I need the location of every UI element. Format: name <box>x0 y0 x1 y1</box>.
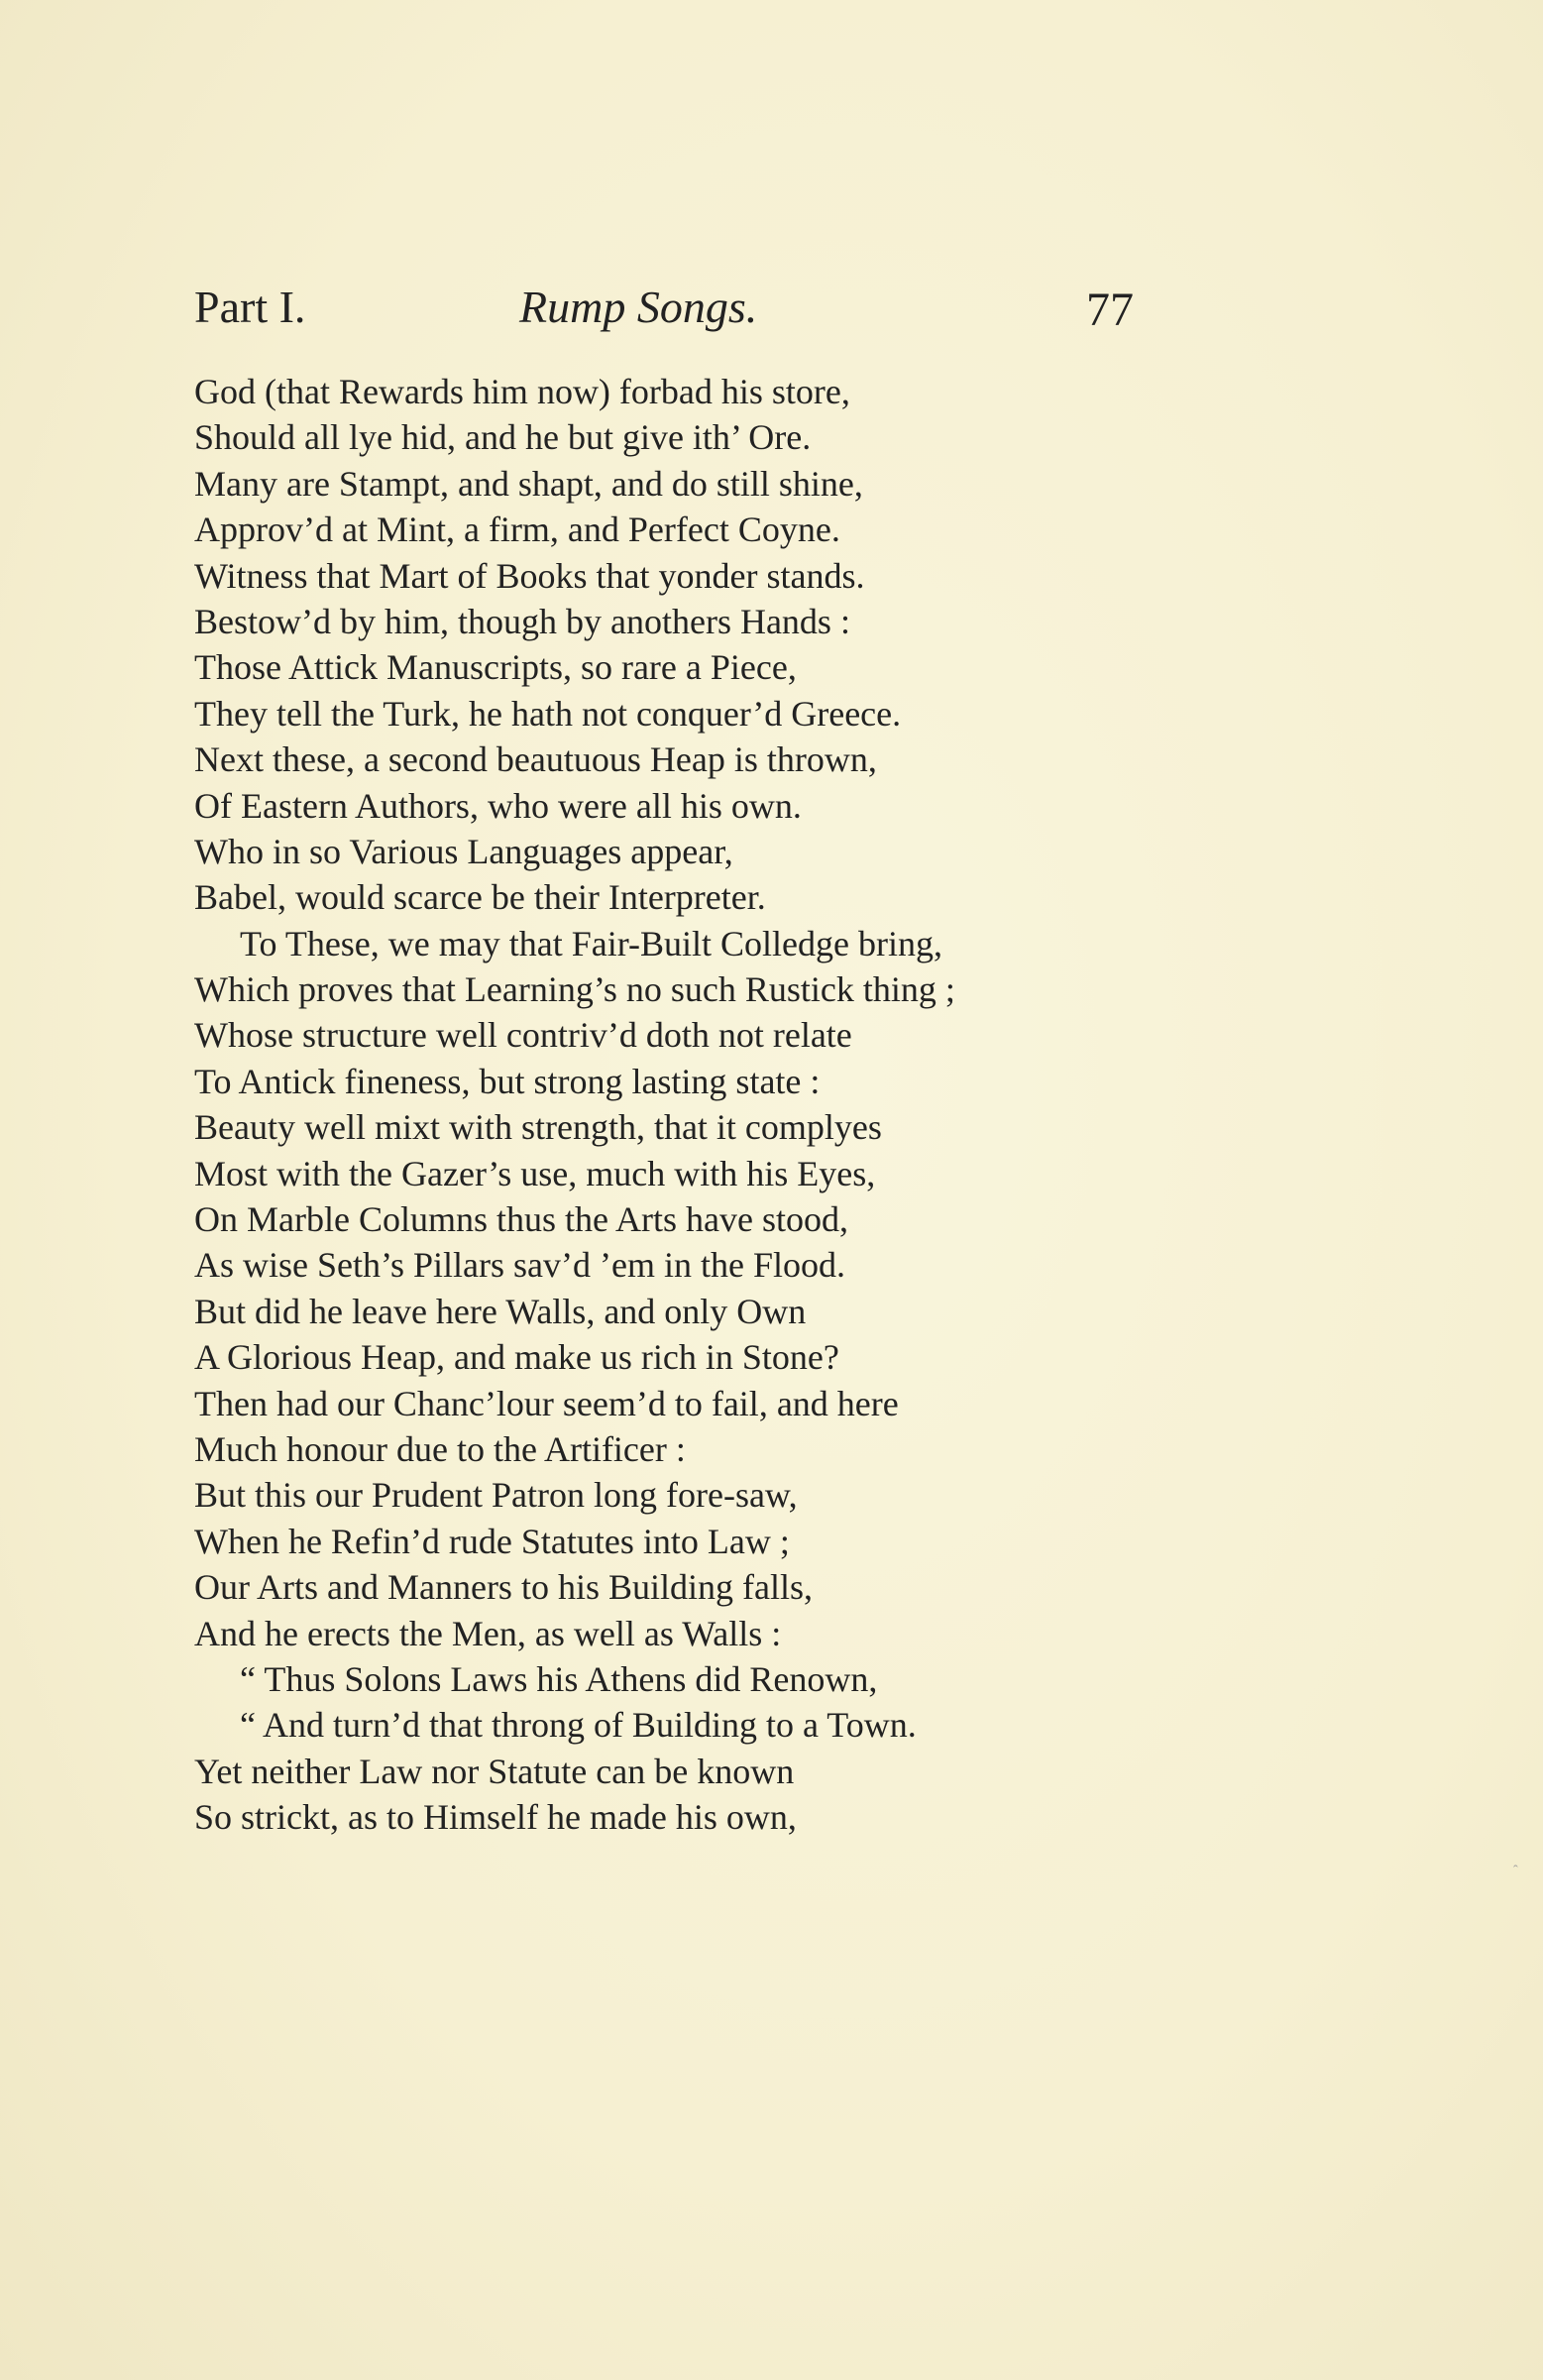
verse-line: Babel, would scarce be their Interpreter. <box>194 877 766 918</box>
verse-line: Next these, a second beautuous Heap is thrown, <box>194 739 877 780</box>
running-title: Rump Songs. <box>519 282 758 332</box>
running-header <box>194 281 1146 350</box>
part-label: Part I. <box>194 282 306 332</box>
verse-line: A Glorious Heap, and make us rich in Stone? <box>194 1337 839 1378</box>
verse-line: Approv’d at Mint, a firm, and Perfect Coyne. <box>194 510 840 550</box>
verse-line: Of Eastern Authors, who were all his own. <box>194 785 802 826</box>
verse-block <box>194 369 1185 1841</box>
verse-line: When he Refin’d rude Statutes into Law ; <box>194 1521 790 1561</box>
verse-line: “ And turn’d that throng of Building to a Town. <box>240 1705 917 1746</box>
verse-line: They tell the Turk, he hath not conquer’d Greece. <box>194 693 902 734</box>
verse-line: Whose structure well contriv’d doth not relate <box>194 1015 852 1056</box>
page-number: 77 <box>1086 283 1134 336</box>
verse-line: Much honour due to the Artificer : <box>194 1428 686 1469</box>
verse-line: Should all lye hid, and he but give ith’ Ore. <box>194 417 812 458</box>
verse-line: Many are Stampt, and shapt, and do still shine, <box>194 463 863 504</box>
verse-line: Bestow’d by him, though by anothers Hands : <box>194 601 850 641</box>
verse-line: Who in so Various Languages appear, <box>194 831 733 871</box>
page-blemish-mark: ˆ <box>1513 1864 1518 1878</box>
verse-line: “ Thus Solons Laws his Athens did Renown, <box>240 1658 878 1699</box>
verse-line: But did he leave here Walls, and only Own <box>194 1291 807 1331</box>
verse-line: But this our Prudent Patron long fore-saw, <box>194 1475 798 1516</box>
verse-line: To Antick fineness, but strong lasting state : <box>194 1061 821 1101</box>
verse-line: As wise Seth’s Pillars sav’d ’em in the Flood. <box>194 1245 845 1286</box>
verse-line: Beauty well mixt with strength, that it complyes <box>194 1107 882 1148</box>
verse-line: Our Arts and Manners to his Building falls, <box>194 1567 813 1608</box>
verse-line: Witness that Mart of Books that yonder stands. <box>194 555 865 596</box>
verse-line: Those Attick Manuscripts, so rare a Piece, <box>194 647 797 688</box>
verse-line: To These, we may that Fair-Built Colledge bring, <box>240 923 942 963</box>
verse-line: Then had our Chanc’lour seem’d to fail, and here <box>194 1383 899 1423</box>
verse-line: Which proves that Learning’s no such Rustick thing ; <box>194 969 955 1010</box>
verse-line: God (that Rewards him now) forbad his store, <box>194 372 850 411</box>
verse-line: Yet neither Law nor Statute can be known <box>194 1751 795 1791</box>
verse-line: So strickt, as to Himself he made his own, <box>194 1797 797 1838</box>
verse-line: Most with the Gazer’s use, much with his Eyes, <box>194 1153 876 1193</box>
verse-line: And he erects the Men, as well as Walls : <box>194 1613 782 1653</box>
verse-line: On Marble Columns thus the Arts have stood, <box>194 1199 848 1240</box>
